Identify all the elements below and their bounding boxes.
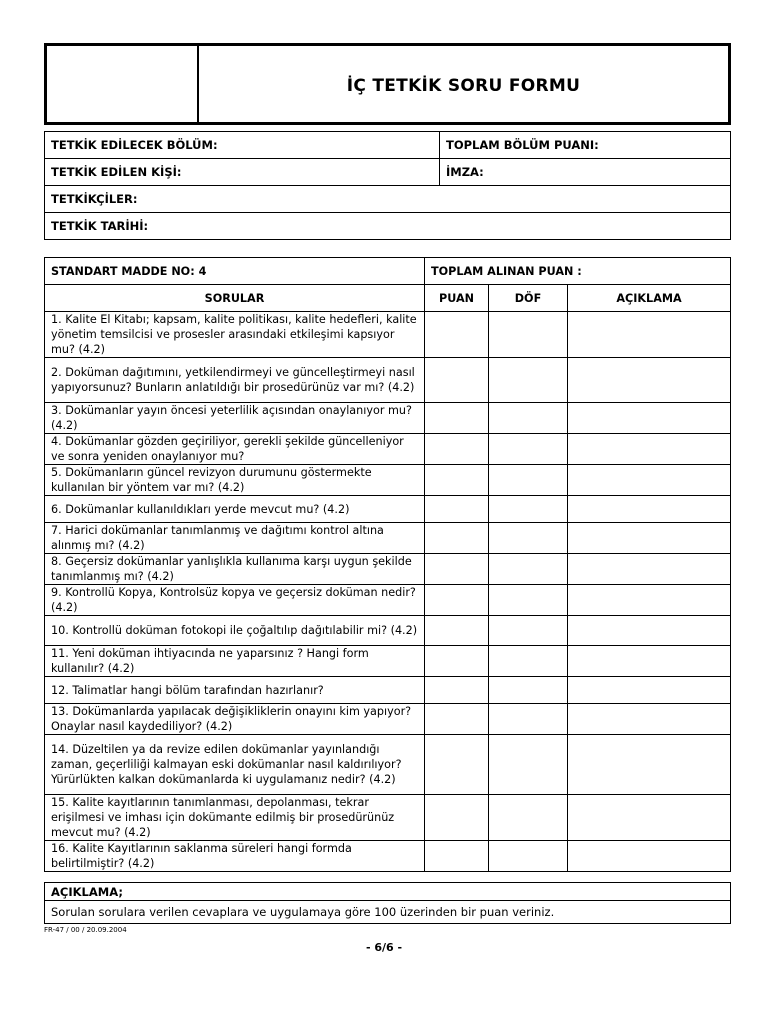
signature-label: İMZA: [440, 159, 731, 186]
description-cell[interactable] [568, 795, 731, 841]
dof-cell[interactable] [489, 554, 568, 585]
date-label: TETKİK TARİHİ: [45, 213, 731, 240]
standard-label: STANDART MADDE NO: 4 [45, 258, 425, 285]
question-row [45, 523, 731, 554]
question-text: 9. Kontrollü Kopya, Kontrolsüz kopya ve geçersiz doküman nedir? (4.2) [45, 585, 425, 616]
description-cell[interactable] [568, 704, 731, 735]
dof-cell[interactable] [489, 312, 568, 358]
page-number: - 6/6 - [365, 941, 403, 954]
description-cell[interactable] [568, 646, 731, 677]
dof-cell[interactable] [489, 677, 568, 704]
question-row [45, 312, 731, 358]
description-cell[interactable] [568, 841, 731, 872]
form-code: FR-47 / 00 / 20.09.2004 [44, 926, 127, 934]
description-cell[interactable] [568, 554, 731, 585]
dof-cell[interactable] [489, 646, 568, 677]
dof-cell[interactable] [489, 841, 568, 872]
dof-cell[interactable] [489, 585, 568, 616]
question-text: 13. Dokümanlarda yapılacak değişikliklerin onayını kim yapıyor? Onaylar nasıl kaydediliyor? (4.2) [45, 704, 425, 735]
note-title: AÇIKLAMA; [45, 883, 731, 901]
description-cell[interactable] [568, 312, 731, 358]
score-cell[interactable] [425, 646, 489, 677]
question-row [45, 841, 731, 872]
question-text: 6. Dokümanlar kullanıldıkları yerde mevcut mu? (4.2) [45, 496, 425, 523]
column-header-score: PUAN [425, 285, 489, 312]
question-row [45, 646, 731, 677]
question-row [45, 403, 731, 434]
note-table [44, 882, 731, 924]
question-text: 14. Düzeltilen ya da revize edilen dokümanlar yayınlandığı zaman, geçerliliği kalmayan eski dokümanlar nasıl kaldırılıyor? Yürürlükten kalkan dokümanlarda ki uygulamanız nedir? (4.2) [45, 735, 425, 795]
logo-cell [47, 46, 199, 122]
question-rows [45, 312, 731, 872]
question-text: 7. Harici dokümanlar tanımlanmış ve dağıtımı kontrol altına alınmış mı? (4.2) [45, 523, 425, 554]
total-received-label: TOPLAM ALINAN PUAN : [425, 258, 731, 285]
score-cell[interactable] [425, 735, 489, 795]
score-cell[interactable] [425, 496, 489, 523]
description-cell[interactable] [568, 358, 731, 403]
column-header-questions: SORULAR [45, 285, 425, 312]
description-cell[interactable] [568, 434, 731, 465]
dof-cell[interactable] [489, 403, 568, 434]
question-text: 12. Talimatlar hangi bölüm tarafından hazırlanır? [45, 677, 425, 704]
dof-cell[interactable] [489, 434, 568, 465]
question-row [45, 465, 731, 496]
score-cell[interactable] [425, 616, 489, 646]
score-cell[interactable] [425, 704, 489, 735]
dof-cell[interactable] [489, 523, 568, 554]
section-label: TETKİK EDİLECEK BÖLÜM: [45, 132, 440, 159]
score-cell[interactable] [425, 585, 489, 616]
score-cell[interactable] [425, 523, 489, 554]
question-row [45, 795, 731, 841]
dof-cell[interactable] [489, 358, 568, 403]
question-text: 3. Dokümanlar yayın öncesi yeterlilik açısından onaylanıyor mu? (4.2) [45, 403, 425, 434]
description-cell[interactable] [568, 616, 731, 646]
form-header [44, 43, 731, 125]
question-text: 16. Kalite Kayıtlarının saklanma süreleri hangi formda belirtilmiştir? (4.2) [45, 841, 425, 872]
description-cell[interactable] [568, 496, 731, 523]
dof-cell[interactable] [489, 735, 568, 795]
description-cell[interactable] [568, 403, 731, 434]
description-cell[interactable] [568, 677, 731, 704]
dof-cell[interactable] [489, 616, 568, 646]
description-cell[interactable] [568, 523, 731, 554]
person-label: TETKİK EDİLEN KİŞİ: [45, 159, 440, 186]
question-text: 11. Yeni doküman ihtiyacında ne yaparsınız ? Hangi form kullanılır? (4.2) [45, 646, 425, 677]
question-text: 10. Kontrollü doküman fotokopi ile çoğaltılıp dağıtılabilir mi? (4.2) [45, 616, 425, 646]
score-cell[interactable] [425, 358, 489, 403]
score-cell[interactable] [425, 312, 489, 358]
auditors-label: TETKİKÇİLER: [45, 186, 731, 213]
score-cell[interactable] [425, 554, 489, 585]
question-row [45, 496, 731, 523]
question-text: 4. Dokümanlar gözden geçiriliyor, gerekli şekilde güncelleniyor ve sonra yeniden onaylanıyor mu? [45, 434, 425, 465]
question-row [45, 585, 731, 616]
questions-table [44, 257, 731, 872]
question-row [45, 434, 731, 465]
dof-cell[interactable] [489, 704, 568, 735]
column-header-description: AÇIKLAMA [568, 285, 731, 312]
dof-cell[interactable] [489, 795, 568, 841]
question-text: 1. Kalite El Kitabı; kapsam, kalite politikası, kalite hedefleri, kalite yönetim temsilcisi ve prosesler arasındaki etkileşimi kapsıyor mu? (4.2) [45, 312, 425, 358]
question-row [45, 358, 731, 403]
question-text: 8. Geçersiz dokümanlar yanlışlıkla kullanıma karşı uygun şekilde tanımlanmış mı? (4.2) [45, 554, 425, 585]
question-row [45, 554, 731, 585]
note-text: Sorulan sorulara verilen cevaplara ve uygulamaya göre 100 üzerinden bir puan veriniz. [45, 901, 731, 924]
question-row [45, 677, 731, 704]
total-section-score-label: TOPLAM BÖLÜM PUANI: [440, 132, 731, 159]
column-header-dof: DÖF [489, 285, 568, 312]
dof-cell[interactable] [489, 496, 568, 523]
description-cell[interactable] [568, 735, 731, 795]
score-cell[interactable] [425, 841, 489, 872]
question-text: 5. Dokümanların güncel revizyon durumunu göstermekte kullanılan bir yöntem var mı? (4.2) [45, 465, 425, 496]
question-row [45, 704, 731, 735]
score-cell[interactable] [425, 795, 489, 841]
question-row [45, 616, 731, 646]
score-cell[interactable] [425, 465, 489, 496]
score-cell[interactable] [425, 677, 489, 704]
description-cell[interactable] [568, 465, 731, 496]
form-title: İÇ TETKİK SORU FORMU [346, 76, 581, 96]
score-cell[interactable] [425, 434, 489, 465]
score-cell[interactable] [425, 403, 489, 434]
audit-info-table [44, 131, 731, 240]
question-text: 2. Doküman dağıtımını, yetkilendirmeyi ve güncelleştirmeyi nasıl yapıyorsunuz? Bunların anlatıldığı bir prosedürünüz var mı? (4.2) [45, 358, 425, 403]
dof-cell[interactable] [489, 465, 568, 496]
question-row [45, 735, 731, 795]
question-text: 15. Kalite kayıtlarının tanımlanması, depolanması, tekrar erişilmesi ve imhası için dokümante edilmiş bir prosedürünüz mevcut mu? (4.2) [45, 795, 425, 841]
description-cell[interactable] [568, 585, 731, 616]
